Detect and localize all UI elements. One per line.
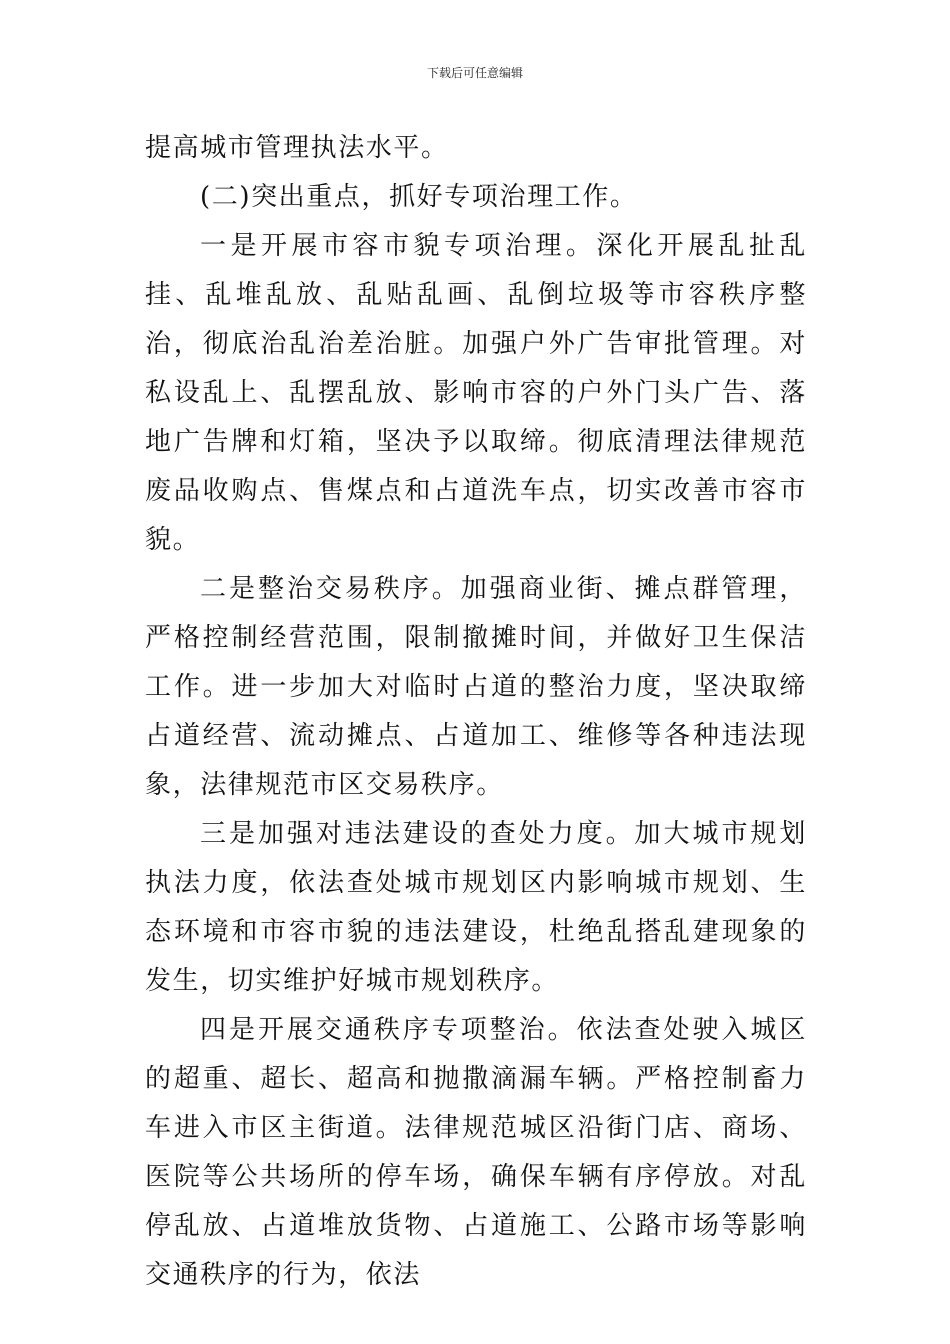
document-body: [145, 124, 807, 1300]
section-heading: (二)突出重点，抓好专项治理工作。: [200, 182, 638, 212]
page-header: 下载后可任意编辑: [426, 66, 523, 80]
paragraph-item-3: 三是加强对违法建设的查处力度。加大城市规划执法力度，依法查处城市规划区内影响城市规划、生态环境和市容市貌的违法建设，杜绝乱搭乱建现象的发生，切实维护好城市规划秩序。: [145, 819, 807, 996]
paragraph-continuation: 提高城市管理执法水平。: [145, 133, 449, 163]
paragraph-item-4: 四是开展交通秩序专项整治。依法查处驶入城区的超重、超长、超高和抛撒滴漏车辆。严格控制畜力车进入市区主街道。法律规范城区沿街门店、商场、医院等公共场所的停车场，确保车辆有序停放。对乱停乱放、占道堆放货物、占道施工、公路市场等影响交通秩序的行为，依法: [145, 1015, 807, 1290]
paragraph-item-2: 二是整治交易秩序。加强商业街、摊点群管理，严格控制经营范围，限制撤摊时间，并做好卫生保洁工作。进一步加大对临时占道的整治力度，坚决取缔占道经营、流动摊点、占道加工、维修等各种违法现象，法律规范市区交易秩序。: [145, 574, 807, 800]
paragraph-item-1: 一是开展市容市貌专项治理。深化开展乱扯乱挂、乱堆乱放、乱贴乱画、乱倒垃圾等市容秩序整治，彻底治乱治差治脏。加强户外广告审批管理。对私设乱上、乱摆乱放、影响市容的户外门头广告、落地广告牌和灯箱，坚决予以取缔。彻底清理法律规范废品收购点、售煤点和占道洗车点，切实改善市容市貌。: [145, 231, 807, 555]
